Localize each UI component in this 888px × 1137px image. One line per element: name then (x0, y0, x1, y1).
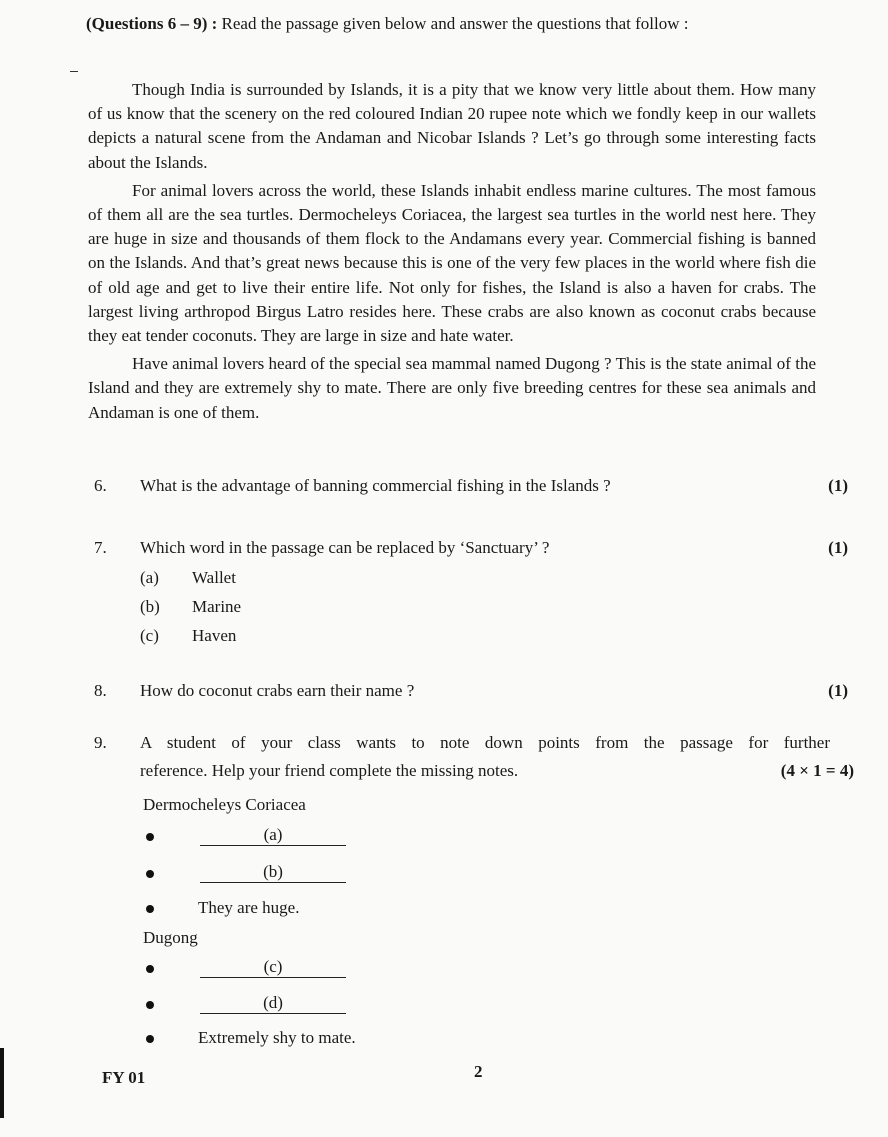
blank-c: (c) (200, 957, 346, 978)
bullet-dot (146, 1001, 154, 1009)
page-number: 2 (474, 1062, 483, 1081)
option-label: (b) (140, 597, 160, 616)
passage-paragraph-3: Have animal lovers heard of the special sea mammal named Dugong ? This is the state animal of the Island and they are extremely shy to mate. There are only five breeding centres for these sea animals and Andaman is one of them. (88, 354, 816, 422)
margin-mark (70, 71, 78, 72)
note-bullet-c (146, 958, 198, 978)
option-a (140, 568, 236, 588)
note-bullet-fact-2 (146, 1028, 356, 1048)
question-marks: (1) (828, 476, 848, 495)
instruction (86, 14, 688, 34)
note-bullet-b (146, 863, 198, 883)
option-text: Marine (192, 597, 242, 616)
option-label: (c) (140, 626, 159, 645)
blank-b: (b) (200, 862, 346, 883)
bullet-dot (146, 1035, 154, 1043)
paper-code: FY 01 (102, 1068, 146, 1087)
bullet-dot (146, 833, 154, 841)
notes-heading-dugong: Dugong (143, 928, 198, 947)
question-text-line-2: reference. Help your friend complete the missing notes. (140, 761, 519, 780)
option-text: Haven (192, 626, 237, 645)
instruction-label: (Questions 6 – 9) : (86, 14, 218, 33)
passage-paragraph-1: Though India is surrounded by Islands, it is a pity that we know very little about them. How many of us know that the scenery on the red coloured Indian 20 rupee note which we fondly keep in our wallets depicts a natural scene from the Andaman and Nicobar Islands ? Let’s go through some interesting facts about the Islands. (88, 80, 816, 172)
instruction-text: Read the passage given below and answer the questions that follow : (217, 14, 689, 33)
blank-d: (d) (200, 993, 346, 1014)
passage-paragraph-2: For animal lovers across the world, these Islands inhabit endless marine cultures. The most famous of them all are the sea turtles. Dermocheleys Coriacea, the largest sea turtles in the world nest here. They are huge in size and thousands of them flock to the Andamans every year. Commercial fishing is banned on the Islands. And that’s great news because this is one of the very few places in the world where fish die of old age and get to live their entire life. Not only for fishes, the Island is also a haven for crabs. The largest living arthropod Birgus Latro resides here. These crabs are also known as coconut crabs because they eat tender coconuts. They are large in size and hate water. (88, 180, 816, 346)
question-text: What is the advantage of banning commercial fishing in the Islands ? (140, 476, 611, 495)
bullet-dot (146, 905, 154, 913)
notes-heading-turtle: Dermocheleys Coriacea (143, 795, 306, 814)
question-number: 6. (94, 476, 107, 495)
blank-a: (a) (200, 825, 346, 846)
note-bullet-d (146, 994, 198, 1014)
question-text-line-1: A student of your class wants to note down points from the passage for further (140, 733, 830, 752)
question-text: Which word in the passage can be replaced by ‘Sanctuary’ ? (140, 538, 550, 557)
note-fact: Extremely shy to mate. (198, 1028, 356, 1047)
question-number: 8. (94, 681, 107, 700)
bullet-dot (146, 965, 154, 973)
option-c (140, 626, 236, 646)
question-marks: (1) (828, 538, 848, 557)
option-label: (a) (140, 568, 159, 587)
note-fact: They are huge. (198, 898, 300, 917)
option-text: Wallet (192, 568, 236, 587)
passage (88, 78, 816, 429)
question-number: 9. (94, 733, 107, 752)
question-marks: (1) (828, 681, 848, 700)
question-number: 7. (94, 538, 107, 557)
note-bullet-a (146, 826, 198, 846)
bullet-dot (146, 870, 154, 878)
question-marks: (4 × 1 = 4) (780, 761, 854, 780)
note-bullet-fact-1 (146, 898, 299, 918)
scan-edge (0, 1048, 4, 1118)
option-b (140, 597, 241, 617)
question-text: How do coconut crabs earn their name ? (140, 681, 415, 700)
